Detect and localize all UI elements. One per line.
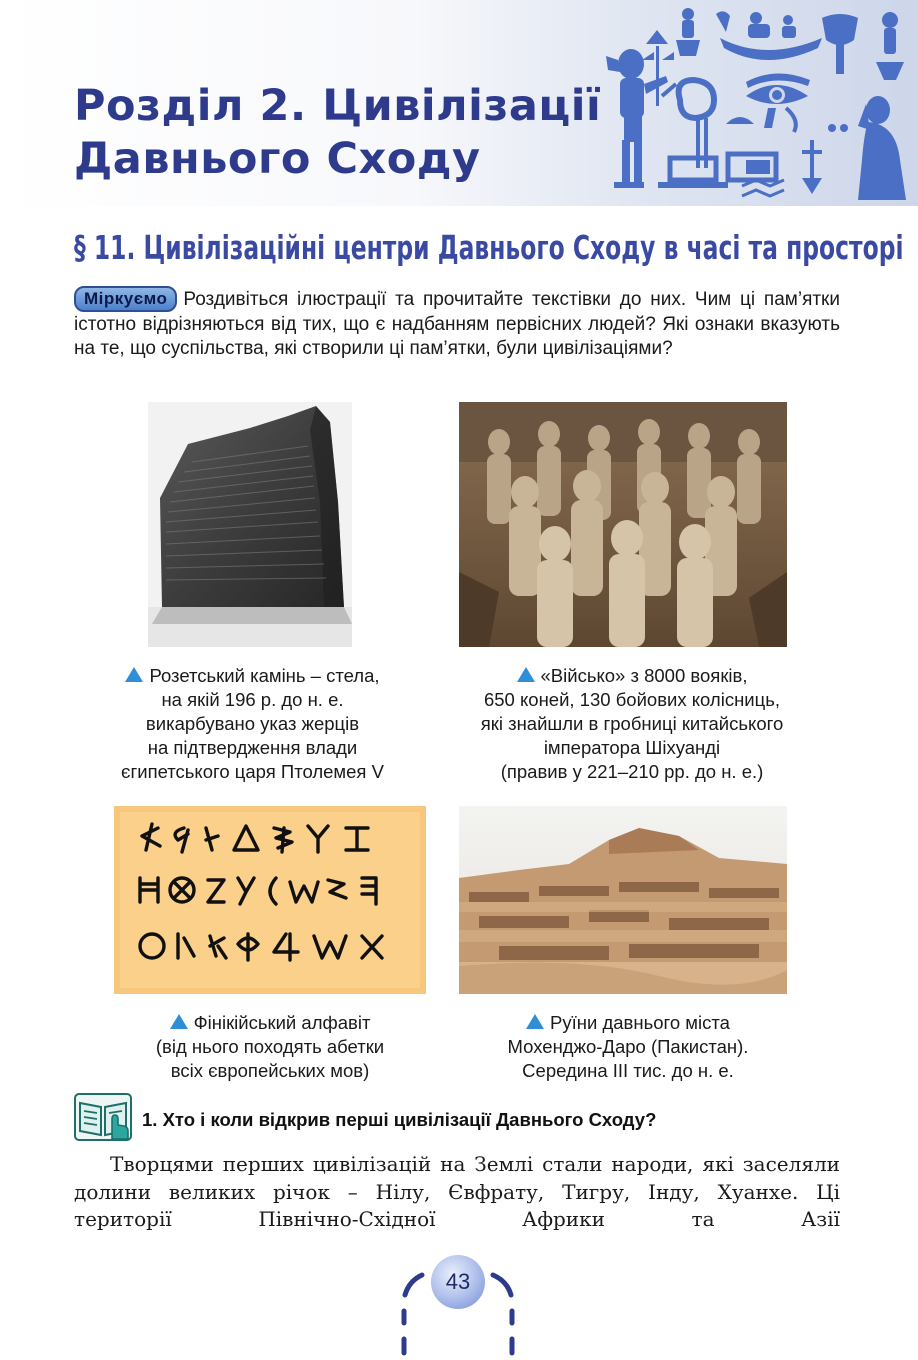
- mohenjo-daro-ruins-image: [459, 806, 787, 994]
- caption-line: Фінікійський алфавіт: [193, 1012, 371, 1033]
- chapter-title-line-1: Розділ 2. Цивілізації: [74, 81, 602, 131]
- chapter-header: [0, 0, 918, 206]
- caption-line: (правив у 221–210 рр. до н. е.): [500, 761, 764, 782]
- terracotta-army-caption: [444, 664, 820, 784]
- think-text: Роздивіться ілюстрації та прочитайте текстівки до них. Чим ці пам’ятки істотно відрізняються від тих, що є надбанням первісних людей? Які ознаки вказують на те, що суспільства, які створили ці пам’ятки, були цивілізаціями?: [74, 289, 840, 359]
- caption-line: (від нього походять абетки: [155, 1036, 385, 1057]
- body-paragraph: Творцями перших цивілізацій на Землі стали народи, які заселяли долини великих річок – Нілу, Євфрату, Тигру, Інду, Хуанхе. Ці території Північно-Східної Африки та Азії: [74, 1152, 840, 1231]
- rosetta-stone-caption: [80, 664, 425, 784]
- caption-line: Середина ІІІ тис. до н. е.: [522, 1060, 734, 1081]
- caption-line: Руїни давнього міста: [550, 1012, 730, 1033]
- page-number: 43: [445, 1269, 471, 1294]
- caption-triangle-icon: [517, 667, 535, 682]
- caption-line: 650 коней, 130 бойових колісниць,: [483, 689, 781, 710]
- terracotta-army-image: [459, 402, 787, 647]
- think-block: [74, 286, 840, 362]
- caption-line: імператора Шіхуанді: [543, 737, 721, 758]
- caption-line: Розетський камінь – стела,: [149, 665, 380, 686]
- question-heading: 1. Хто і коли відкрив перші цивілізації Давнього Сходу?: [142, 1109, 657, 1130]
- caption-line: всіх європейських мов): [170, 1060, 370, 1081]
- phoenician-alphabet-image: [114, 806, 426, 994]
- caption-line: «Військо» з 8000 вояків,: [540, 665, 748, 686]
- caption-line: на якій 196 р. до н. е.: [161, 689, 344, 710]
- book-hand-icon: [74, 1093, 132, 1141]
- phoenician-alphabet-caption: [95, 1011, 445, 1083]
- chapter-title-line-2: Давнього Сходу: [74, 134, 481, 184]
- caption-line: єгипетського царя Птолемея V: [121, 761, 384, 782]
- caption-line: на підтвердження влади: [147, 737, 358, 758]
- caption-triangle-icon: [170, 1014, 188, 1029]
- rosetta-stone-image: [148, 402, 352, 647]
- caption-line: Мохенджо-Даро (Пакистан).: [507, 1036, 749, 1057]
- chapter-title: [74, 80, 601, 186]
- hieroglyphs-decoration: [596, 0, 918, 206]
- section-title: § 11. Цивілізаційні центри Давнього Сходу в часі та просторі: [74, 228, 904, 267]
- mohenjo-daro-caption: [446, 1011, 810, 1083]
- caption-triangle-icon: [526, 1014, 544, 1029]
- caption-line: які знайшли в гробниці китайського: [480, 713, 784, 734]
- caption-line: викарбувано указ жерців: [145, 713, 360, 734]
- caption-triangle-icon: [125, 667, 143, 682]
- think-badge: Міркуємо: [74, 286, 177, 312]
